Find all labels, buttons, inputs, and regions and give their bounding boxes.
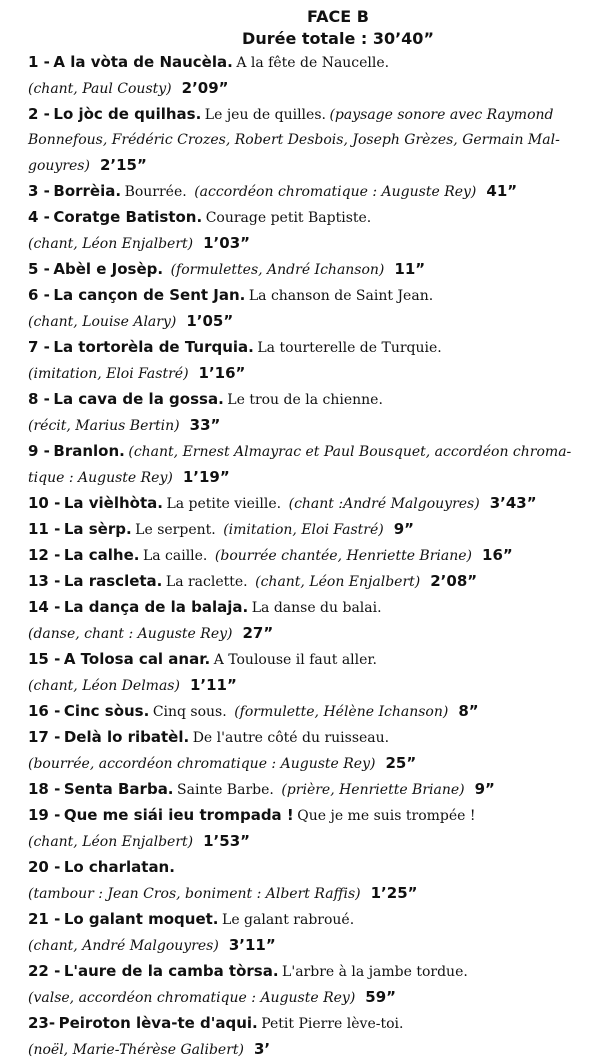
track-number: 12 - [28,546,61,564]
track-translation: Le serpent. [135,522,216,538]
track-duration: 2’15” [99,156,147,174]
track-duration: 9” [393,520,415,538]
track-number: 5 - [28,260,50,278]
track-number: 1 - [28,53,50,71]
track-title: A la vòta de Naucèla. [53,53,233,71]
track-translation: L'arbre à la jambe tordue. [282,964,468,980]
track-credits: (chant, Léon Enjalbert) [28,834,194,850]
track-credits: (chant :André Malgouyres) [288,496,480,512]
track-credits: (danse, chant : Auguste Rey) [28,626,233,642]
face-title: FACE B [307,7,369,26]
track-item [28,595,588,647]
track-item [28,647,588,699]
track-title: A Tolosa cal anar. [63,650,211,668]
track-item [28,569,588,595]
track-credits: (bourrée, accordéon chromatique : Auguste Rey) [28,756,376,772]
track-number: 11 - [28,520,61,538]
track-number: 17 - [28,728,61,746]
track-duration: 3’43” [489,494,537,512]
track-translation: Courage petit Baptiste. [205,210,372,226]
track-number: 14 - [28,598,61,616]
track-number: 7 - [28,338,50,356]
track-title: La vièlhòta. [63,494,163,512]
track-item [28,491,588,517]
track-title: Coratge Batiston. [53,208,203,226]
track-number: 15 - [28,650,61,668]
track-credits: (tambour : Jean Cros, boniment : Albert Raffis) [28,886,361,902]
track-number: 22 - [28,962,61,980]
track-title: La dança de la balaja. [63,598,249,616]
track-credits-end: gouyres) [28,158,90,174]
track-title: La cançon de Sent Jan. [53,286,246,304]
track-duration: 3’ [254,1040,271,1058]
track-number: 2 - [28,105,50,123]
track-item [28,439,588,491]
track-translation: Sainte Barbe. [177,782,274,798]
track-title: Borrèia. [53,182,122,200]
track-credits: (formulette, Hélène Ichanson) [234,704,449,720]
track-item [28,959,588,1011]
track-title: Peiroton lèva-te d'aqui. [58,1014,258,1032]
track-item [28,907,588,959]
track-title: Que me siái ieu trompada ! [63,806,294,824]
track-number: 21 - [28,910,61,928]
track-title: Lo jòc de quilhas. [53,105,202,123]
track-duration: 11” [394,260,426,278]
track-title: Branlon. [53,442,125,460]
track-number: 18 - [28,780,61,798]
track-duration: 2’09” [181,79,229,97]
track-duration: 9” [474,780,495,798]
track-title: La calhe. [63,546,140,564]
track-translation: De l'autre côté du ruisseau. [192,730,390,746]
track-credits: (imitation, Eloi Fastré) [28,366,189,382]
track-duration: 1’05” [186,312,234,330]
track-title: La sèrp. [63,520,132,538]
track-number: 10 - [28,494,61,512]
track-credits: (prière, Henriette Briane) [281,782,465,798]
track-duration: 1’19” [182,468,230,486]
track-item [28,777,588,803]
track-credits: (chant, Léon Enjalbert) [255,574,421,590]
track-item [28,543,588,569]
track-number: 8 - [28,390,50,408]
track-title: Cinc sòus. [63,702,150,720]
track-credits: (chant, Léon Enjalbert) [28,236,194,252]
track-item [28,855,588,907]
track-number: 4 - [28,208,50,226]
track-translation: La petite vieille. [166,496,282,512]
track-item [28,335,588,387]
track-duration: 33” [189,416,221,434]
track-translation: La chanson de Saint Jean. [248,288,434,304]
track-duration: 25” [385,754,417,772]
track-item [28,205,588,257]
track-duration: 8” [458,702,479,720]
track-title: L'aure de la camba tòrsa. [63,962,279,980]
track-number: 6 - [28,286,50,304]
track-translation: La caille. [142,548,208,564]
track-translation: A Toulouse il faut aller. [213,652,378,668]
track-credits: (chant, André Malgouyres) [28,938,219,954]
track-item [28,725,588,777]
track-item [28,102,588,179]
track-item [28,1011,588,1063]
track-title: Abèl e Josèp. [53,260,164,278]
track-credits: (récit, Marius Bertin) [28,418,180,434]
track-number: 9 - [28,442,50,460]
track-item [28,803,588,855]
track-number: 19 - [28,806,61,824]
track-translation: Petit Pierre lève-toi. [261,1016,404,1032]
track-duration: 41” [486,182,518,200]
track-credits: (imitation, Eloi Fastré) [223,522,384,538]
track-credits-cont: Bonnefous, Frédéric Crozes, Robert Desbois, Joseph Grèzes, Germain Mal- [28,132,560,148]
track-duration: 1’25” [370,884,418,902]
track-duration: 1’03” [203,234,250,252]
track-item [28,50,588,102]
track-duration: 1’53” [203,832,250,850]
track-translation: A la fête de Naucelle. [236,55,390,71]
track-number: 23- [28,1014,56,1032]
track-credits: (paysage sonore avec Raymond [329,107,554,123]
track-translation: Que je me suis trompée ! [297,808,476,824]
track-credits: (accordéon chromatique : Auguste Rey) [194,184,477,200]
track-credits: (bourrée chantée, Henriette Briane) [214,548,473,564]
track-translation: La raclette. [165,574,248,590]
track-item [28,517,588,543]
track-translation: Le jeu de quilles. [204,107,326,123]
track-credits: (noël, Marie-Thérèse Galibert) [28,1042,244,1058]
track-credits-cont: tique : Auguste Rey) [28,470,173,486]
track-translation: La danse du balai. [251,600,382,616]
track-title: Lo galant moquet. [63,910,219,928]
track-title: Senta Barba. [63,780,174,798]
track-duration: 1’16” [198,364,246,382]
track-duration: 27” [242,624,274,642]
track-title: La rascleta. [63,572,163,590]
track-number: 13 - [28,572,61,590]
track-duration: 16” [482,546,513,564]
track-credits: (valse, accordéon chromatique : Auguste Rey) [28,990,356,1006]
track-credits: (chant, Léon Delmas) [28,678,180,694]
track-number: 16 - [28,702,61,720]
track-credits: (formulettes, André Ichanson) [170,262,385,278]
track-item [28,387,588,439]
track-translation: Bourrée. [124,184,187,200]
track-translation: Le trou de la chienne. [227,392,383,408]
track-duration: 3’11” [228,936,276,954]
track-translation: Cinq sous. [152,704,227,720]
track-duration: 2’08” [430,572,478,590]
track-translation: La tourterelle de Turquie. [257,340,442,356]
total-duration: Durée totale : 30’40” [242,29,434,48]
track-credits: (chant, Paul Cousty) [28,81,172,97]
track-title: La cava de la gossa. [53,390,224,408]
track-title: Delà lo ribatèl. [63,728,190,746]
track-credits: (chant, Ernest Almayrac et Paul Bousquet, accordéon chroma- [128,444,572,460]
track-title: La tortorèla de Turquia. [53,338,254,356]
track-item [28,283,588,335]
track-duration: 1’11” [189,676,237,694]
track-credits: (chant, Louise Alary) [28,314,177,330]
track-item [28,257,588,283]
track-duration: 59” [365,988,397,1006]
track-number: 20 - [28,858,61,876]
track-title: Lo charlatan. [63,858,175,876]
track-translation: Le galant rabroué. [222,912,355,928]
track-item [28,179,588,205]
track-number: 3 - [28,182,50,200]
track-item [28,699,588,725]
